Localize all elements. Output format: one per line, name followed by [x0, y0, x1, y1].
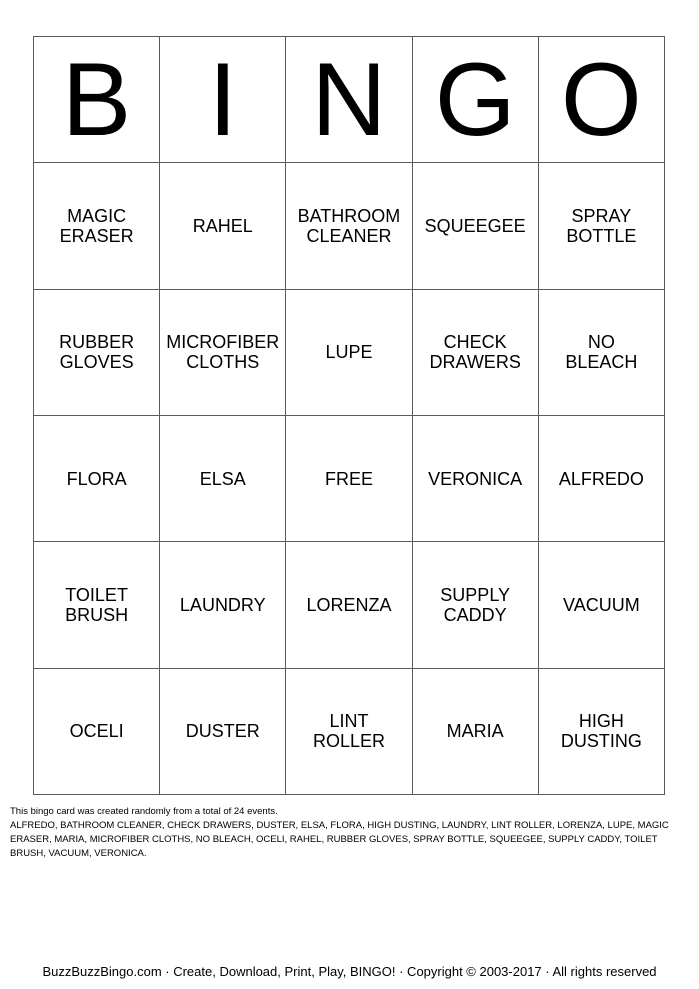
bingo-cell[interactable]	[34, 542, 160, 668]
bingo-cell[interactable]	[160, 668, 286, 794]
cell-line: CHECK	[443, 332, 507, 353]
bingo-cell[interactable]	[160, 415, 286, 541]
bingo-cell[interactable]	[34, 163, 160, 289]
bingo-cell[interactable]	[34, 289, 160, 415]
header-letter-b: B	[34, 37, 160, 163]
cell-line: LINT	[329, 711, 369, 732]
cell-line: MAGIC	[67, 205, 127, 226]
cell-line: ERASER	[59, 225, 134, 246]
bingo-card	[33, 36, 665, 795]
cell-line: SUPPLY	[440, 584, 510, 605]
cell-line: MICROFIBER	[166, 332, 280, 353]
cell-line: DUSTER	[185, 721, 260, 742]
event-list-text: ALFREDO, BATHROOM CLEANER, CHECK DRAWERS, DUSTER, ELSA, FLORA, HIGH DUSTING, LAUNDRY, LINT ROLLER, LORENZA, LUPE, MAGIC ERASER, MARIA, MICROFIBER CLOTHS, NO BLEACH, OCELI, RAHEL, RUBBER GLOVES, SPRAY BOTTLE, SQUEEGEE, SUPPLY CADDY, TOILET BRUSH, VACUUM, VERONICA.	[10, 820, 669, 859]
cell-line: VERONICA	[428, 468, 523, 489]
bingo-cell[interactable]	[538, 542, 664, 668]
cell-line: DRAWERS	[429, 352, 521, 373]
bingo-cell[interactable]	[286, 668, 412, 794]
header-letter-o: O	[538, 37, 664, 163]
bingo-cell[interactable]	[160, 163, 286, 289]
cell-line: CLEANER	[306, 225, 392, 246]
cell-line: SPRAY	[571, 205, 632, 226]
cell-line: FLORA	[66, 468, 127, 489]
bingo-cell[interactable]	[538, 289, 664, 415]
bingo-cell[interactable]	[412, 289, 538, 415]
bingo-cell[interactable]	[160, 542, 286, 668]
copyright-footer: BuzzBuzzBingo.com · Create, Download, Print, Play, BINGO! · Copyright © 2003-2017 · All rights reserved	[42, 964, 657, 979]
cell-line: BOTTLE	[566, 225, 637, 246]
cell-line: VACUUM	[563, 594, 640, 615]
cell-line: HIGH	[578, 711, 624, 732]
header-letter-g: G	[412, 37, 538, 163]
cell-line: FREE	[324, 468, 373, 489]
bingo-cell[interactable]	[412, 668, 538, 794]
bingo-cell[interactable]	[412, 415, 538, 541]
bingo-cell[interactable]	[34, 415, 160, 541]
bingo-cell[interactable]	[412, 542, 538, 668]
card-description	[10, 805, 690, 861]
header-letter-i: I	[160, 37, 286, 163]
card-intro-text: This bingo card was created randomly from a total of 24 events.	[10, 806, 278, 817]
cell-line: ALFREDO	[558, 468, 644, 489]
cell-line: BRUSH	[65, 604, 129, 625]
bingo-cell[interactable]	[538, 668, 664, 794]
cell-line: RUBBER	[59, 332, 135, 353]
cell-line: ROLLER	[312, 731, 385, 752]
bingo-cell[interactable]	[286, 542, 412, 668]
cell-line: RAHEL	[192, 215, 253, 236]
bingo-cell[interactable]	[412, 163, 538, 289]
cell-line: NO	[587, 332, 615, 353]
bingo-cell[interactable]	[538, 415, 664, 541]
bingo-cell[interactable]	[34, 668, 160, 794]
cell-line: DUSTING	[560, 731, 642, 752]
header-letter-n: N	[286, 37, 412, 163]
cell-line: TOILET	[65, 584, 128, 605]
cell-line: LORENZA	[306, 594, 392, 615]
card-row	[34, 415, 665, 541]
cell-line: GLOVES	[59, 352, 134, 373]
cell-line: OCELI	[69, 721, 124, 742]
cell-line: ELSA	[199, 468, 246, 489]
card-row	[34, 163, 665, 289]
cell-line: BLEACH	[565, 352, 638, 373]
bingo-cell[interactable]	[286, 163, 412, 289]
cell-line: CLOTHS	[186, 352, 260, 373]
cell-line: CADDY	[443, 604, 507, 625]
cell-line: BATHROOM	[297, 205, 401, 226]
cell-line: MARIA	[446, 721, 504, 742]
card-row	[34, 542, 665, 668]
bingo-cell[interactable]	[538, 163, 664, 289]
header-row	[34, 37, 665, 163]
bingo-cell[interactable]	[160, 289, 286, 415]
cell-line: SQUEEGEE	[424, 215, 526, 236]
cell-line: LUPE	[325, 342, 373, 363]
cell-line: LAUNDRY	[179, 594, 266, 615]
free-space-cell[interactable]	[286, 415, 412, 541]
card-row	[34, 668, 665, 794]
card-row	[34, 289, 665, 415]
bingo-cell[interactable]	[286, 289, 412, 415]
